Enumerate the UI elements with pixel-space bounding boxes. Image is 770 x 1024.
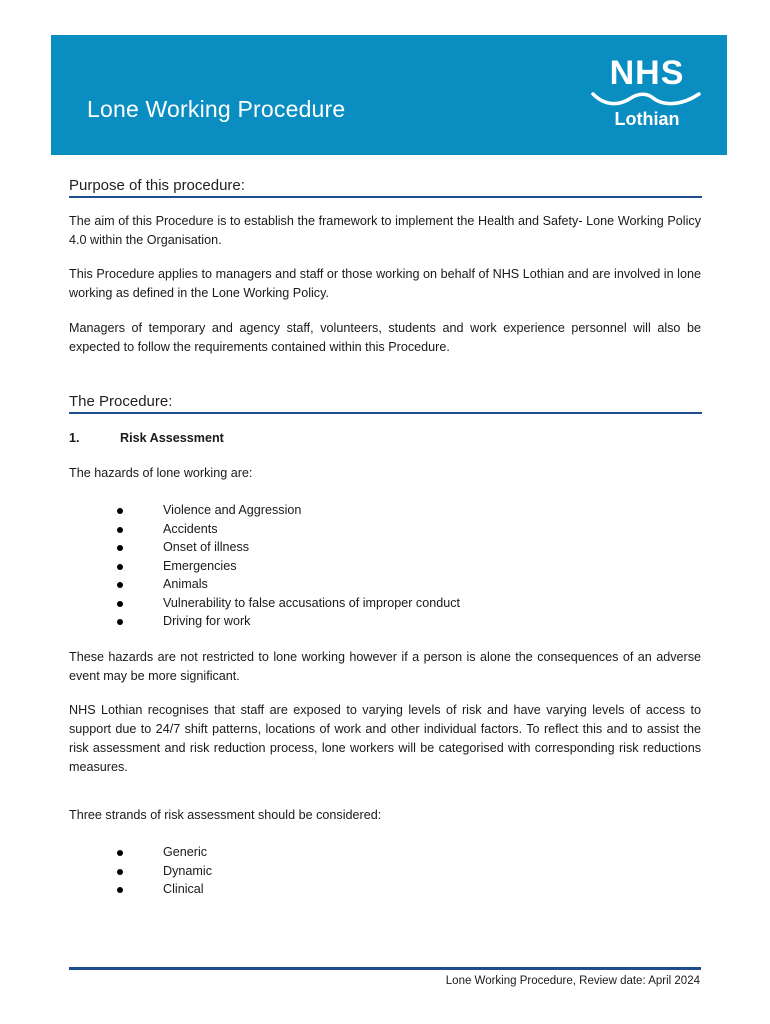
list-item-text: Emergencies	[163, 558, 237, 573]
section-title: Risk Assessment	[120, 431, 224, 445]
bullet-icon	[117, 582, 123, 588]
nhs-lothian-logo	[589, 54, 705, 134]
consequences-paragraph: These hazards are not restricted to lone working however if a person is alone the consequences of an adverse event may be more significant.	[69, 650, 701, 683]
purpose-paragraph-scope: This Procedure applies to managers and staff or those working on behalf of NHS Lothian and are involved in lone working as defined in the Lone Working Policy.	[69, 267, 701, 300]
purpose-paragraph-managers: Managers of temporary and agency staff, volunteers, students and work experience personnel will also be expected to follow the requirements contained within this Procedure.	[69, 321, 701, 354]
bullet-icon	[117, 508, 123, 514]
list-item-text: Generic	[163, 845, 208, 859]
strands-intro: Three strands of risk assessment should be considered:	[69, 808, 382, 822]
header-banner	[51, 35, 727, 155]
logo-nhs-text: NHS	[609, 54, 685, 92]
footer-rule	[69, 967, 701, 970]
bullet-icon	[117, 545, 123, 551]
bullet-icon	[117, 850, 123, 856]
purpose-heading: Purpose of this procedure:	[69, 177, 245, 194]
footer-review-date: Lone Working Procedure, Review date: April 2024	[445, 975, 700, 987]
list-item-text: Onset of illness	[163, 540, 250, 554]
list-item-text: Clinical	[163, 882, 204, 896]
bullet-icon	[117, 601, 123, 607]
hazards-intro: The hazards of lone working are:	[69, 466, 253, 480]
list-item-text: Dynamic	[163, 863, 212, 878]
list-item-text: Animals	[163, 577, 208, 591]
bullet-icon	[117, 564, 123, 570]
procedure-heading: The Procedure:	[69, 393, 173, 410]
list-item-text: Vulnerability to false accusations of improper conduct	[163, 595, 461, 610]
list-item-text: Driving for work	[163, 614, 251, 628]
bullet-icon	[117, 527, 123, 533]
wave-icon	[591, 90, 703, 108]
logo-region-text: Lothian	[614, 109, 680, 129]
bullet-icon	[117, 869, 123, 875]
list-item-text: Accidents	[163, 521, 218, 536]
procedure-heading-rule	[69, 412, 702, 414]
section-number: 1.	[69, 431, 80, 445]
purpose-paragraph-aim: The aim of this Procedure is to establish the framework to implement the Health and Safety- Lone Working Policy 4.0 within the Organisation.	[69, 214, 701, 247]
purpose-heading-rule	[69, 196, 702, 198]
bullet-icon	[117, 619, 123, 625]
bullet-icon	[117, 887, 123, 893]
risk-levels-paragraph: NHS Lothian recognises that staff are exposed to varying levels of risk and have varying levels of access to support due to 24/7 shift patterns, locations of work and other individual factors. To reflect this and to assist the risk assessment and risk reduction process, lone workers will be categorised with corresponding risk reductions measures.	[69, 703, 701, 774]
list-item-text: Violence and Aggression	[163, 503, 302, 517]
document-title: Lone Working Procedure	[87, 96, 346, 122]
